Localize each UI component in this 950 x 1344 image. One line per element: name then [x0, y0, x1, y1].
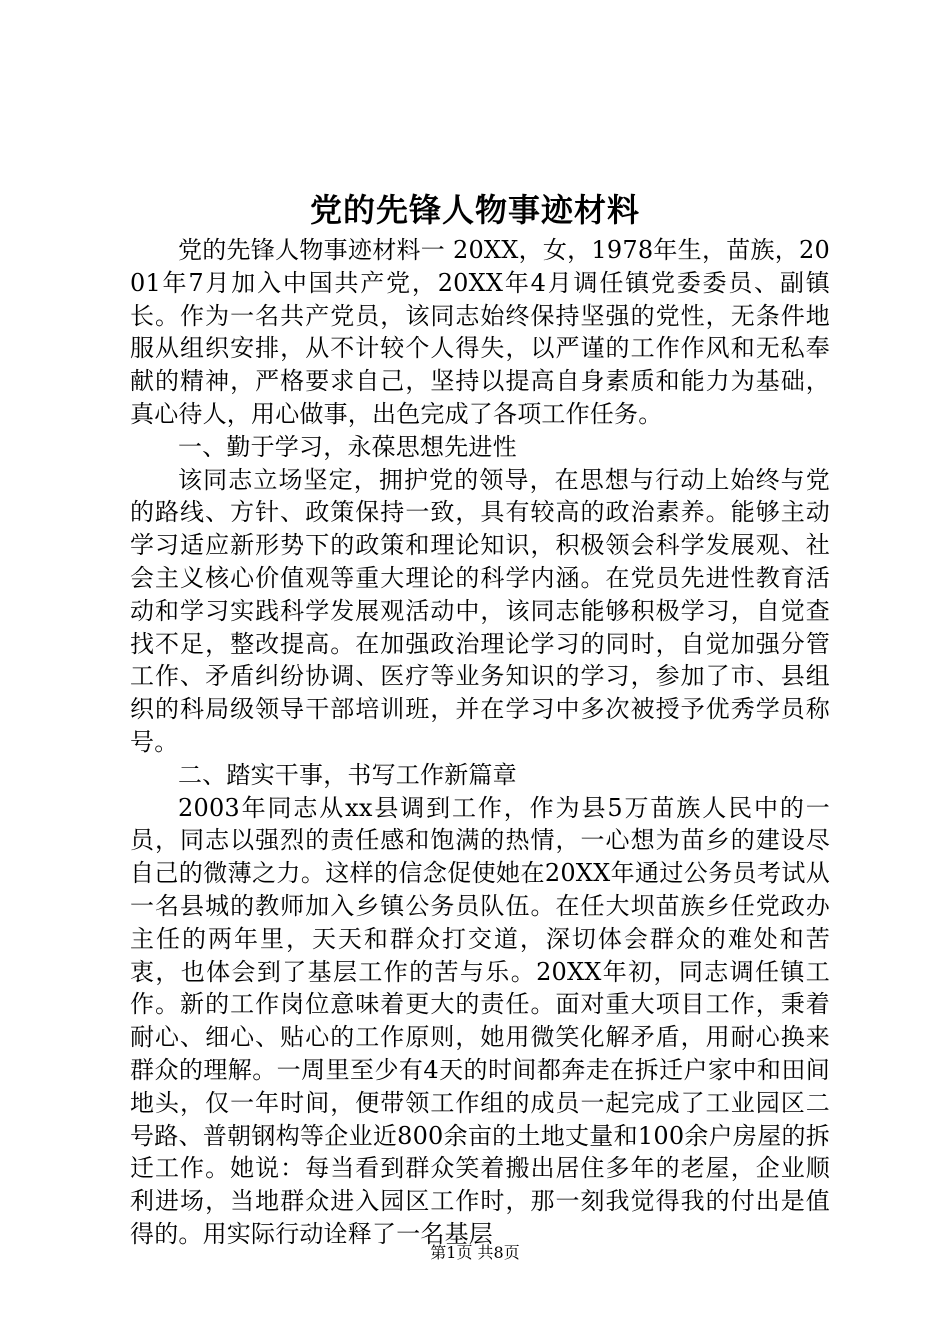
document-title: 党的先锋人物事迹材料 [309, 191, 640, 229]
page-footer: 第1页 共8页 [430, 1243, 520, 1262]
paragraph-intro: 党的先锋人物事迹材料一 20XX，女，1978年生，苗族，2001年7月加入中国共产党，20XX年4月调任镇党委委员、副镇长。作为一名共产党员，该同志始终保持坚强的党性，无条件地服从组织安排，从不计较个人得失，以严谨的工作作风和无私奉献的精神，严格要求自己，坚持以提高自身素质和能力为基础，真心待人，用心做事，出色完成了各项工作任务。 [130, 236, 830, 428]
document-body [130, 234, 830, 1251]
paragraph-study: 该同志立场坚定，拥护党的领导，在思想与行动上始终与党的路线、方针、政策保持一致，具有较高的政治素养。能够主动学习适应新形势下的政策和理论知识，积极领会科学发展观、社会主义核心价值观等重大理论的科学内涵。在党员先进性教育活动和学习实践科学发展观活动中，该同志能够积极学习，自觉查找不足，整改提高。在加强政治理论学习的同时，自觉加强分管工作、矛盾纠纷协调、医疗等业务知识的学习，参加了市、县组织的科局级领导干部培训班，并在学习中多次被授予优秀学员称号。 [130, 465, 830, 756]
section-heading-study: 一、勤于学习，永葆思想先进性 [178, 432, 517, 461]
paragraph-work: 2003年同志从xx县调到工作，作为县5万苗族人民中的一员，同志以强烈的责任感和饱满的热情，一心想为苗乡的建设尽自己的微薄之力。这样的信念促使她在20XX年通过公务员考试从一名县城的教师加入乡镇公务员队伍。在任大坝苗族乡任党政办主任的两年里，天天和群众打交道，深切体会群众的难处和苦衷，也体会到了基层工作的苦与乐。20XX年初，同志调任镇工作。新的工作岗位意味着更大的责任。面对重大项目工作，秉着耐心、细心、贴心的工作原则，她用微笑化解矛盾，用耐心换来群众的理解。一周里至少有4天的时间都奔走在拆迁户家中和田间地头，仅一年时间，便带领工作组的成员一起完成了工业园区二号路、普朝钢构等企业近800余亩的土地丈量和100余户房屋的拆迁工作。她说：每当看到群众笑着搬出居住多年的老屋，企业顺利进场，当地群众进入园区工作时，那一刻我觉得我的付出是值得的。用实际行动诠释了一名基层 [130, 793, 830, 1248]
section-heading-work: 二、踏实干事，书写工作新篇章 [178, 760, 517, 789]
